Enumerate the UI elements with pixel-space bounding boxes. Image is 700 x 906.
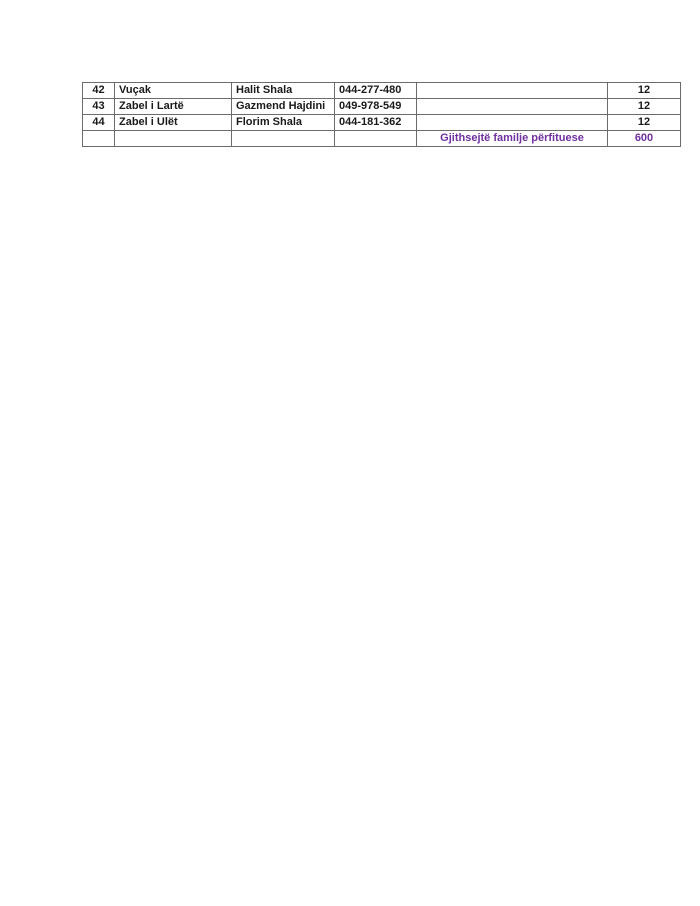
phone-cell: 049-978-549 <box>335 99 417 115</box>
village-cell: Zabel i Lartë <box>115 99 232 115</box>
beneficiaries-table <box>82 82 681 147</box>
family-count-cell: 12 <box>608 115 681 131</box>
empty-cell <box>232 131 335 147</box>
empty-cell <box>417 115 608 131</box>
row-number: 44 <box>83 115 115 131</box>
total-label: Gjithsejtë familje përfituese <box>417 131 608 147</box>
family-count-cell: 12 <box>608 99 681 115</box>
table-row <box>83 83 681 99</box>
table-row <box>83 115 681 131</box>
table-row <box>83 99 681 115</box>
row-number: 42 <box>83 83 115 99</box>
empty-cell <box>83 131 115 147</box>
village-cell: Vuçak <box>115 83 232 99</box>
contact-name-cell: Florim Shala <box>232 115 335 131</box>
contact-name-cell: Halit Shala <box>232 83 335 99</box>
total-value: 600 <box>608 131 681 147</box>
empty-cell <box>115 131 232 147</box>
phone-cell: 044-277-480 <box>335 83 417 99</box>
contact-name-cell: Gazmend Hajdini <box>232 99 335 115</box>
total-row <box>83 131 681 147</box>
row-number: 43 <box>83 99 115 115</box>
phone-cell: 044-181-362 <box>335 115 417 131</box>
village-cell: Zabel i Ulët <box>115 115 232 131</box>
empty-cell <box>417 83 608 99</box>
family-count-cell: 12 <box>608 83 681 99</box>
empty-cell <box>417 99 608 115</box>
empty-cell <box>335 131 417 147</box>
